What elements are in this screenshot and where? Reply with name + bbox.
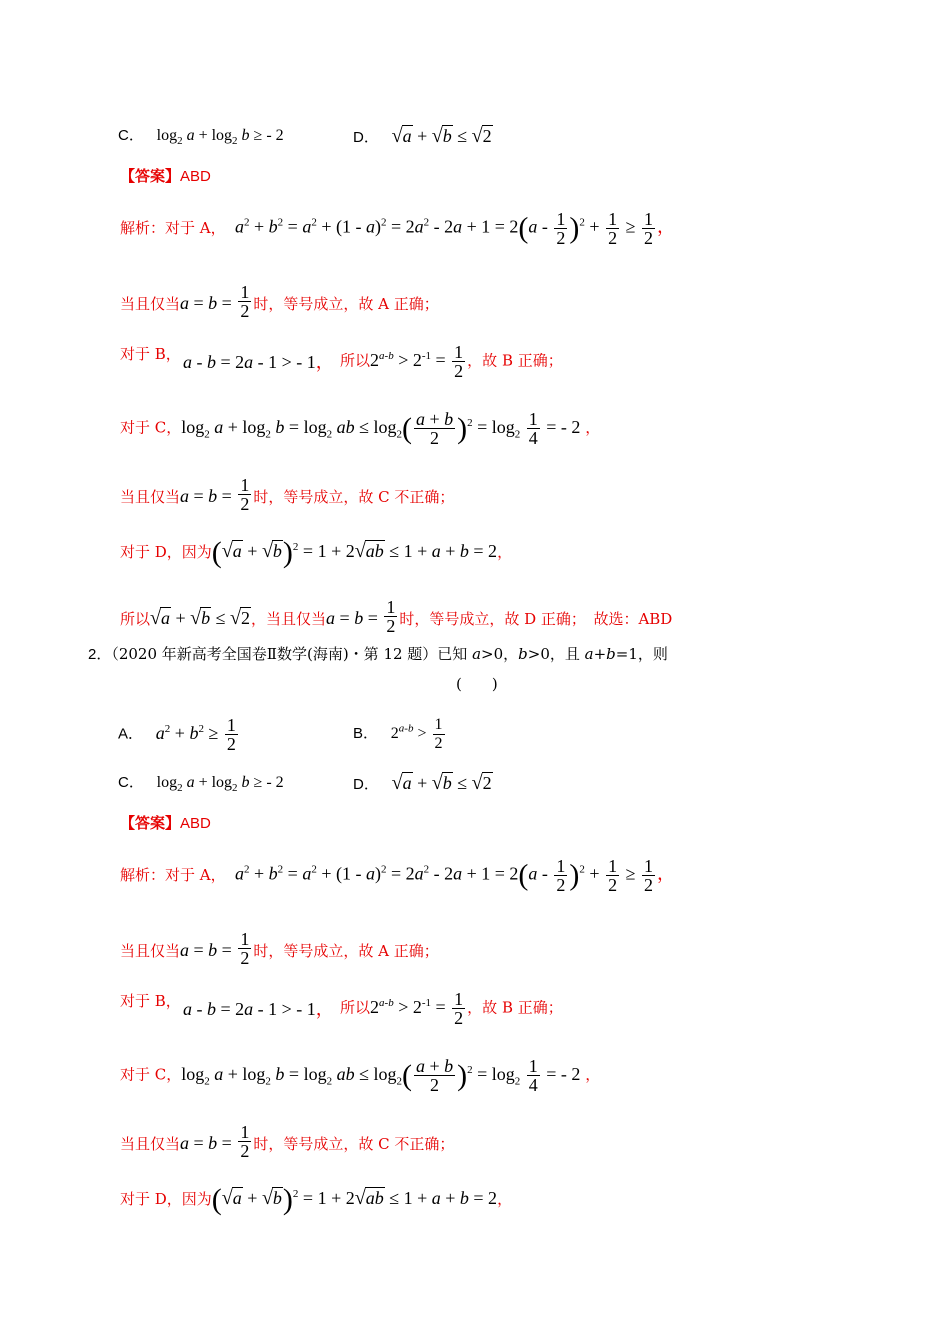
q2-option-b-formula: $2^{a-b}$ > $\frac{1}{2}$ [390, 716, 443, 752]
option-c-formula: $\log_2 a + \log_2 b$ ≥ - 2 [156, 127, 284, 148]
analysis-a-formula-2: $a^2 + b^2 = a^2 + (1 - a)^2 = 2a^2 - 2a + 1 = 2(a$ - $\frac{1}{2}$ )$^2$ + $\frac{1}{2}$ ≥ $\frac{1}{2}$ ， [235, 856, 675, 895]
analysis-a-prefix: 解析：对于 A， [120, 219, 226, 237]
equality-a-text: 时，等号成立，故 A 正确； [253, 295, 439, 313]
answer-line [120, 166, 211, 187]
when-equal-a-2: 当且仅当 [120, 942, 181, 960]
q2-option-c-row [118, 772, 284, 798]
question-2-number: 2． [88, 646, 112, 663]
equality-c-line: 当且仅当a = b = $\frac{1}{2}$ 时，等号成立，故 C 不正确； [120, 475, 455, 514]
cond2-rest: >0，且 [527, 645, 585, 663]
equality-a-line: 当且仅当a = b = $\frac{1}{2}$ 时，等号成立，故 A 正确； [120, 282, 439, 321]
q2-option-a-formula: $a^2 + b^2$ ≥ $\frac{1}{2}$ [155, 715, 236, 754]
analysis-d-line: 对于 D，因为$(√a + √b)^2 = 1 + 2√ab \le 1 + a + b = 2$， [120, 535, 513, 569]
answer-value-2: ABD [180, 815, 211, 832]
question-2-stem [88, 644, 668, 665]
analysis-c-prefix-2: 对于 C， [120, 1065, 182, 1084]
option-d-label: D． [353, 129, 379, 146]
analysis-b-conclusion: 所以$2^{a-b} > 2^{-1}$ = $\frac{1}{2}$ ，故 B 正确； [340, 342, 563, 381]
cond1-rest: >0， [481, 645, 519, 663]
analysis-c-line: 对于 C，$\log_2 a + \log_2 b = \log_2$ ab ≤ $\log_2$( $\frac{a + b}{2}$ )$^2 = \log_2$ $\frac{1}{4}$ = - 2 ， [120, 409, 601, 448]
equality-c-text-2: 时，等号成立，故 C 不正确； [253, 1135, 455, 1153]
final-prefix: 所以 [120, 610, 151, 628]
when-equal-c-2: 当且仅当 [120, 1135, 181, 1153]
final-equal: 时，等号成立，故 D 正确； [399, 610, 579, 628]
answer-bracket: 【答案】 [120, 167, 181, 185]
cond2-var: b [518, 645, 528, 663]
answer-bracket-blank: ( ) [456, 675, 498, 693]
final-mid: ，当且仅当 [251, 610, 327, 628]
analysis-b-formula: a - b = 2a - 1 > - 1， [183, 352, 334, 372]
analysis-c-line-2: 对于 C，$\log_2 a + \log_2 b = \log_2$ ab ≤ $\log_2$( $\frac{a + b}{2}$ )$^2 = \log_2$ $\frac{1}{4}$ = - 2 ， [120, 1056, 601, 1095]
option-d-row [353, 125, 493, 148]
b-conclusion-text-2: ，故 B 正确； [467, 998, 563, 1017]
option-d-formula: √a + √b ≤ √2 [391, 125, 492, 147]
choose-text: 故选：ABD [593, 610, 673, 628]
option-c-row [118, 125, 284, 151]
cond3: a+b [584, 645, 616, 663]
analysis-d-prefix-2: 对于 D，因为 [120, 1190, 212, 1208]
final-line: 所以√a + √b ≤ √2，当且仅当a = b = $\frac{1}{2}$ 时，等号成立，故 D 正确； 故选：ABD [120, 597, 673, 636]
analysis-b-formula-2: a - b = 2a - 1 > - 1， [183, 999, 334, 1019]
analysis-d-line-2: 对于 D，因为$(√a + √b)^2 = 1 + 2√ab \le 1 + a + b = 2$， [120, 1182, 513, 1216]
analysis-b-line [120, 344, 181, 364]
q2-option-d-row [353, 772, 493, 795]
q2-option-d-label: D． [353, 776, 379, 793]
q2-option-c-label: C． [118, 774, 144, 791]
equality-c-line-2: 当且仅当a = b = $\frac{1}{2}$ 时，等号成立，故 C 不正确； [120, 1122, 455, 1161]
cond3-rest: =1，则 [615, 645, 668, 663]
equality-a-text-2: 时，等号成立，故 A 正确； [253, 942, 439, 960]
q2-option-b-label: B． [353, 725, 379, 743]
equality-a-line-2: 当且仅当a = b = $\frac{1}{2}$ 时，等号成立，故 A 正确； [120, 929, 439, 968]
option-c-label: C． [118, 127, 144, 144]
analysis-b-conclusion-2: 所以$2^{a-b} > 2^{-1}$ = $\frac{1}{2}$ ，故 B 正确； [340, 989, 563, 1028]
equality-c-text: 时，等号成立，故 C 不正确； [253, 488, 455, 506]
so-text-b-2: 所以 [340, 998, 371, 1017]
cond1-var: a [472, 645, 482, 663]
q2-option-c-formula: $\log_2 a + \log_2 b$ ≥ - 2 [156, 774, 284, 795]
answer-line-2 [120, 813, 211, 834]
b-conclusion-text: ，故 B 正确； [467, 351, 563, 370]
q2-option-a-row [118, 716, 240, 753]
analysis-c-prefix: 对于 C， [120, 418, 182, 437]
when-equal-c: 当且仅当 [120, 488, 181, 506]
answer-value: ABD [180, 168, 211, 185]
analysis-b-prefix: 对于 B， [120, 345, 181, 363]
analysis-a-line-2 [120, 865, 226, 885]
when-equal-a: 当且仅当 [120, 295, 181, 313]
analysis-a-formula: $a^2 + b^2 = a^2 + (1 - a)^2 = 2a^2 - 2a + 1 = 2(a$ - $\frac{1}{2}$ )$^2$ + $\frac{1}{2}$ ≥ $\frac{1}{2}$ ， [235, 209, 675, 248]
q2-option-b-row [353, 716, 447, 753]
answer-bracket-2: 【答案】 [120, 814, 181, 832]
q2-option-d-formula: √a + √b ≤ √2 [391, 772, 492, 794]
analysis-b-prefix-2: 对于 B， [120, 992, 181, 1010]
q2-option-a-label: A． [118, 725, 144, 743]
so-text-b: 所以 [340, 351, 371, 370]
analysis-a-line [120, 218, 226, 238]
analysis-a-prefix-2: 解析：对于 A， [120, 866, 226, 884]
analysis-d-prefix: 对于 D，因为 [120, 543, 212, 561]
question-2-source: （2020 年新高考全国卷Ⅱ数学(海南)・第 12 题）已知 [111, 645, 473, 663]
analysis-b-line-2 [120, 991, 181, 1011]
